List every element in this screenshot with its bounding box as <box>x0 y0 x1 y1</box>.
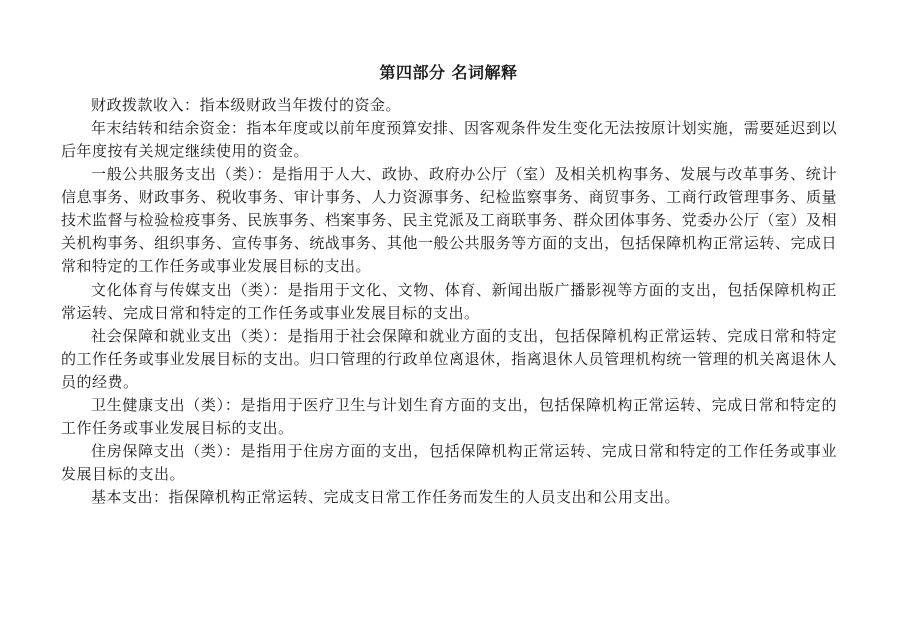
term-health: 卫生健康支出（类）：是指用于医疗卫生与计划生育方面的支出，包括保障机构正常运转、完成日常和特定的工作任务或事业发展目标的支出。 <box>61 395 837 437</box>
term-housing-security: 住房保障支出（类）：是指用于住房方面的支出，包括保障机构正常运转、完成日常和特定的工作任务或事业发展目标的支出。 <box>61 442 837 484</box>
term-culture-sports-media: 文化体育与传媒支出（类）：是指用于文化、文物、体育、新闻出版广播影视等方面的支出，包括保障机构正常运转、完成日常和特定的工作任务或事业发展目标的支出。 <box>61 280 837 322</box>
glossary-body <box>61 94 837 510</box>
term-basic-expenditure: 基本支出：指保障机构正常运转、完成支日常工作任务而发生的人员支出和公用支出。 <box>91 488 681 507</box>
term-fiscal-appropriation-income: 财政拨款收入：指本级财政当年拨付的资金。 <box>91 96 402 114</box>
term-social-security-employment: 社会保障和就业支出（类）：是指用于社会保障和就业方面的支出，包括保障机构正常运转、完成日常和特定的工作任务或事业发展目标的支出。归口管理的行政单位离退休，指离退休人员管理机构统一管理的机关离退休人员的经费。 <box>61 326 837 391</box>
term-general-public-services: 一般公共服务支出（类）：是指用于人大、政协、政府办公厅（室）及相关机构事务、发展与改革事务、统计信息事务、财政事务、税收事务、审计事务、人力资源事务、纪检监察事务、商贸事务、工商行政管理事务、质量技术监督与检验检疫事务、民族事务、档案事务、民主党派及工商联事务、群众团体事务、党委办公厅（室）及相关机构事务、组织事务、宣传事务、统战事务、其他一般公共服务等方面的支出，包括保障机构正常运转、完成日常和特定的工作任务或事业发展目标的支出。 <box>61 165 837 276</box>
term-year-end-carryover-funds: 年末结转和结余资金：指本年度或以前年度预算安排、因客观条件发生变化无法按原计划实施，需要延迟到以后年度按有关规定继续使用的资金。 <box>61 119 837 161</box>
section-title: 第四部分 名词解释 <box>379 63 518 82</box>
